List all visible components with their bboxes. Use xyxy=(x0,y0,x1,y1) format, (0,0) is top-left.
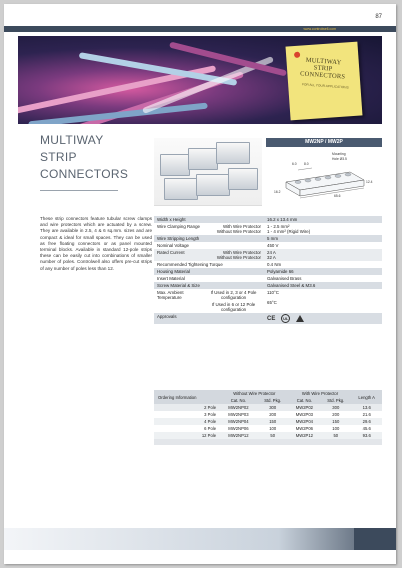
warning-triangle-icon xyxy=(296,315,304,322)
ordering-table xyxy=(154,390,382,445)
spec-row: Recommended Tightening Torque 0.4 Nm xyxy=(154,261,382,268)
table-row: 4 Pole MW2NP04 150 MW2P04 150 29.6 xyxy=(154,418,382,425)
ordering-info-label: Ordering Information xyxy=(154,390,220,404)
page-title: MULTIWAY STRIP CONNECTORS xyxy=(40,133,129,181)
dim-width-label: 12.4 xyxy=(366,180,373,184)
dim-mounting-label: Mounting xyxy=(332,152,346,156)
product-photo xyxy=(154,138,262,206)
col-cat-no: Cat. No. xyxy=(220,397,257,404)
banner-url: www.controlwell.com xyxy=(303,27,336,31)
spec-row: Housing Material Polyamide 66 xyxy=(154,268,382,275)
specification-table xyxy=(154,216,382,324)
table-row: 3 Pole MW2NP03 200 MW2P03 200 21.6 xyxy=(154,411,382,418)
top-bar xyxy=(4,26,396,32)
ce-mark-icon: CE xyxy=(267,315,276,322)
col-cat-no: Cat. No. xyxy=(289,397,321,404)
col-length: Length A xyxy=(351,390,382,404)
table-row: 12 Pole MW2NP12 50 MW2P12 50 93.6 xyxy=(154,432,382,439)
spec-row: Nominal Voltage 450 V xyxy=(154,242,382,249)
spec-row: Max. Ambient Temperature If Used in 2, 3 or 4 Pole configuration If Used in 6 or 12 Pole configuration 110°C 65°C xyxy=(154,289,382,313)
dim-label-2: 8.0 xyxy=(304,162,309,166)
col-std-pkg: Std. Pkg. xyxy=(257,397,289,404)
col-group-without: Without Wire Protector xyxy=(220,390,289,397)
spec-row: Approvals CE UL xyxy=(154,313,382,324)
dimension-panel xyxy=(266,138,382,206)
sticky-title: MULTIWAY STRIP CONNECTORS xyxy=(299,56,346,81)
footer-bar xyxy=(4,528,396,550)
spec-row: Wire Stripping Length 5 mm xyxy=(154,235,382,242)
spec-row: Width x Height 16.2 x 13.4 mm xyxy=(154,216,382,223)
table-row: 2 Pole MW2NP02 300 MW2P02 300 13.6 xyxy=(154,404,382,411)
spec-row: Screw Material & Size Galvanised Steel & M3.6 xyxy=(154,282,382,289)
footer-accent xyxy=(354,528,396,550)
sticky-subtitle: FOR ALL YOUR APPLICATIONS xyxy=(301,82,349,90)
ul-mark-icon: UL xyxy=(283,316,289,321)
spec-row: Rated Current With Wire Protector Without Wire Protector 24 A 32 A xyxy=(154,249,382,261)
col-std-pkg: Std. Pkg. xyxy=(320,397,351,404)
sticky-note xyxy=(286,42,363,121)
title-divider xyxy=(40,190,118,191)
spec-row: Wire Clamping Range With Wire Protector Without Wire Protector 1 - 2.5 mm² 1 - 4 mm² (Rigid Wire) xyxy=(154,223,382,235)
table-spacer xyxy=(154,439,382,445)
dimension-drawing xyxy=(272,152,376,202)
dim-label-1: 6.0 xyxy=(292,162,297,166)
page-number: 87 xyxy=(375,14,382,20)
dim-length-label: 65.6 xyxy=(334,194,341,198)
table-row: 6 Pole MW2NP06 100 MW2P06 100 45.6 xyxy=(154,425,382,432)
dim-hole-label: Hole Ø3.5 xyxy=(332,157,347,161)
dim-height-label: 16.2 xyxy=(274,190,281,194)
product-description: These strip connectors feature tubular screw clamps and wire protectors which are actuated by a screw. They are available in 2.5, 4 & 6 sq.mm. sizes and are compact & ideal for small spaces. They can be used as free floating connectors or as panel mounted terminal blocks. Available in standard 12-pole strips these can be easily cut into combinations of smaller number of poles. Controlwell also offers pre-cut strips of any number of poles less than 12. xyxy=(40,216,152,271)
col-group-with: With Wire Protector xyxy=(289,390,352,397)
catalog-page xyxy=(4,4,396,564)
dimension-header: MW2NP / MW2P xyxy=(266,138,382,147)
spec-row: Insert Material Galvanised Brass xyxy=(154,275,382,282)
